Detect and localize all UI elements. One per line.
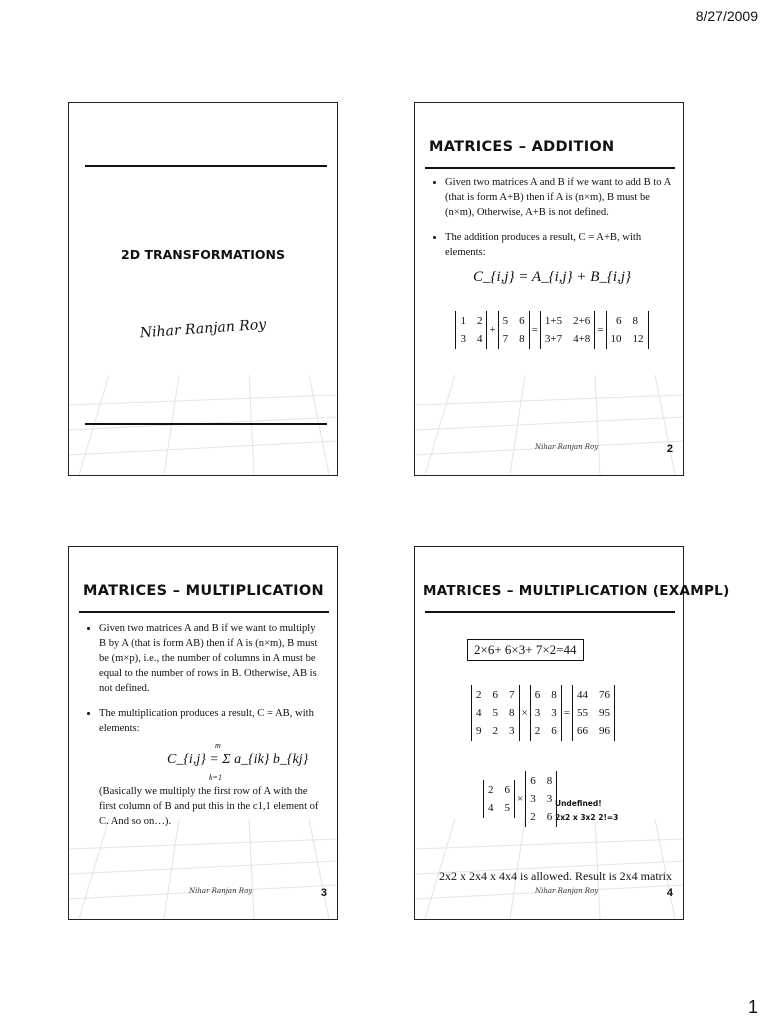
slide-title: MATRICES – MULTIPLICATION (EXAMPL)	[423, 583, 730, 599]
bullet-item: • The addition produces a result, C = A+B, with elements:	[445, 230, 671, 260]
matrix-row: 1 2	[460, 315, 483, 327]
matrix-row: 2 6	[488, 784, 510, 796]
sum-upper-limit: m	[215, 741, 221, 750]
slide-body	[433, 175, 671, 349]
grid-decoration	[69, 819, 337, 919]
explanation-note: (Basically we multiply the first row of A with the first column of B and put this in the c1,1 element of C. And so on…).	[99, 786, 319, 827]
addition-formula: C_{i,j} = A_{i,j} + B_{i,j}	[472, 269, 632, 285]
matrix-row: 6 8	[530, 775, 553, 787]
calculation-callout: 2×6+ 6×3+ 7×2=44	[467, 639, 584, 661]
slide-number: 2	[666, 443, 673, 455]
matrix-row: 55 95	[576, 707, 610, 719]
matrix-row: 66 96	[576, 725, 610, 737]
sum-lower-limit: k=1	[209, 773, 222, 782]
grid-decoration	[415, 375, 683, 475]
slide-title: 2D TRANSFORMATIONS	[121, 247, 285, 262]
operator: =	[531, 323, 538, 336]
footer-author: Nihar Ranjan Roy	[535, 887, 599, 895]
bullet-item: • Given two matrices A and B if we want to multiply B by A (that is form AB) then if A is (n×m), B must be (m×p), i.e., the number of columns in A must be equal to the number of rows in B. Otherwise, AB is not defined.	[99, 621, 325, 696]
footer-author: Nihar Ranjan Roy	[535, 443, 599, 451]
matrix-row: 3 3	[534, 707, 557, 719]
formula-text: C_{i,j} = Σ a_{ik} b_{kj}	[167, 752, 309, 767]
author-signature: Nihar Ranjan Roy	[139, 316, 267, 342]
title-rule	[425, 167, 675, 169]
matrix-row: 44 76	[576, 689, 610, 701]
slide-3	[68, 546, 338, 920]
matrix-row: 2 6 7	[476, 689, 515, 701]
footer-author: Nihar Ranjan Roy	[189, 887, 253, 895]
operator: ×	[517, 793, 524, 805]
allowed-rule: 2x2 x 2x4 x 4x4 is allowed. Result is 2x4 matrix	[439, 869, 672, 883]
matrix-row: 3 4	[460, 333, 483, 345]
matrix-row: 4 5 8	[476, 707, 515, 719]
matrix-row: 3 3	[530, 793, 553, 805]
matrix-row: 3+7 4+8	[544, 333, 591, 345]
matrix-result	[606, 311, 649, 349]
matrix-b	[498, 311, 530, 349]
slide-1	[68, 102, 338, 476]
matrix-a	[455, 311, 487, 349]
addition-example	[433, 311, 671, 349]
operator: =	[563, 707, 570, 719]
bullet-item: • The multiplication produces a result, C = AB, with elements:	[99, 706, 325, 736]
matrix-3x2	[525, 771, 557, 827]
slide-number: 3	[320, 887, 327, 899]
matrix-row: 2 6	[534, 725, 557, 737]
bullet-item: • Given two matrices A and B if we want to add B to A (that is form A+B) then if A is (n×m), B must be (n×m), Otherwise, A+B is not defined.	[445, 175, 671, 220]
bullet-list	[87, 621, 325, 736]
matrix-sum-steps	[540, 311, 595, 349]
matrix-row: 1+5 2+6	[544, 315, 591, 327]
matrix-row: 7 8	[502, 333, 525, 345]
bullet-list	[433, 175, 671, 260]
matrix-a	[471, 685, 520, 741]
matrix-row: 9 2 3	[476, 725, 515, 737]
slide-number: 4	[666, 887, 673, 899]
matrix-row: 10 12	[610, 333, 644, 345]
title-rule	[425, 611, 675, 613]
undefined-label: Undefined!	[555, 799, 602, 808]
operator: +	[489, 323, 496, 336]
operator: =	[597, 323, 604, 336]
slide-title: MATRICES – MULTIPLICATION	[83, 583, 324, 599]
grid-decoration	[69, 375, 337, 475]
bottom-rule	[85, 423, 327, 425]
matrix-row: 6 8	[534, 689, 557, 701]
slide-title: MATRICES – ADDITION	[429, 139, 615, 155]
matrix-b	[530, 685, 562, 741]
title-rule	[79, 611, 329, 613]
matrix-row: 6 8	[616, 315, 639, 327]
matrix-row: 5 6	[502, 315, 525, 327]
operator: ×	[521, 707, 528, 719]
undefined-dimensions: 2x2 x 3x2 2!=3	[555, 813, 619, 822]
slide-4	[414, 546, 730, 920]
page-number: 1	[747, 997, 758, 1017]
multiplication-formula	[157, 740, 325, 780]
matrix-result	[572, 685, 615, 741]
matrix-row: 2 6	[530, 811, 553, 823]
slide-2	[414, 102, 684, 476]
multiplication-example	[471, 685, 615, 741]
slide-body	[87, 621, 325, 829]
page-date: 8/27/2009	[695, 8, 758, 24]
matrix-row: 4 5	[488, 802, 510, 814]
undefined-example	[483, 771, 557, 827]
top-rule	[85, 165, 327, 167]
matrix-2x2	[483, 780, 515, 818]
